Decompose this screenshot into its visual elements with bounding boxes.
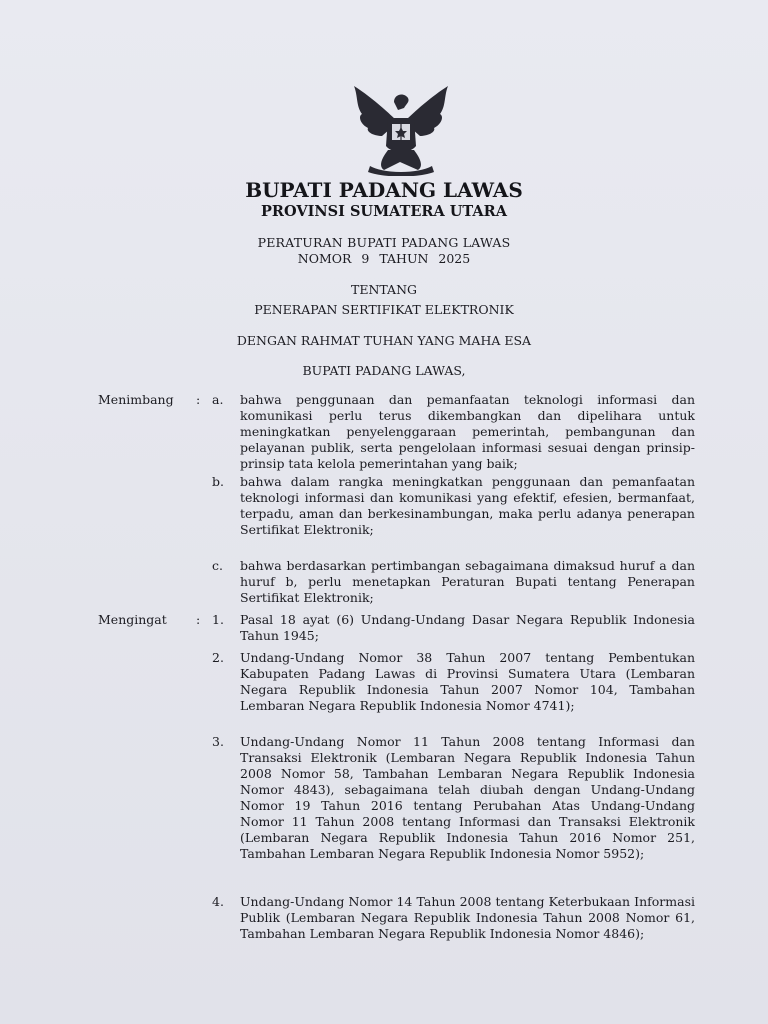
mengingat-item-2 [212, 650, 695, 714]
tentang-heading: TENTANG [350, 282, 417, 297]
menimbang-colon: : [196, 392, 201, 407]
province-name: PROVINSI SUMATERA UTARA [261, 203, 507, 220]
menimbang-item-b [212, 474, 695, 538]
regulation-number [0, 251, 768, 266]
preamble-bupati: BUPATI PADANG LAWAS, [302, 363, 466, 378]
item-marker: 2. [212, 650, 224, 665]
item-text: Undang-Undang Nomor 11 Tahun 2008 tentang Informasi dan Transaksi Elektronik (Lembaran Negara Republik Indonesia Tahun 2008 Nomor 58, Tambahan Lembaran Negara Republik Indonesia Nomor 4843), sebagaimana telah diubah dengan Undang-Undang Nomor 19 Tahun 2016 tentang Perubahan Atas Undang-Undang Nomor 11 Tahun 2008 tentang Informasi dan Transaksi Elektronik (Lembaran Negara Republik Indonesia Tahun 2016 Nomor 251, Tambahan Lembaran Negara Republik Indonesia Nomor 5952); [240, 734, 695, 861]
item-marker: 3. [212, 734, 224, 749]
item-text: bahwa berdasarkan pertimbangan sebagaimana dimaksud huruf a dan huruf b, perlu menetapkan Peraturan Bupati tentang Penerapan Sertifikat Elektronik; [240, 558, 695, 605]
mengingat-item-3 [212, 734, 695, 862]
item-text: bahwa dalam rangka meningkatkan penggunaan dan pemanfaatan teknologi informasi dan komunikasi yang efektif, efesien, bermanfaat, terpadu, aman dan berkesinambungan, maka perlu adanya penerapan Sertifikat Elektronik; [240, 474, 695, 537]
mengingat-item-4 [212, 894, 695, 942]
item-text: Pasal 18 ayat (6) Undang-Undang Dasar Negara Republik Indonesia Tahun 1945; [240, 612, 695, 643]
document-title: BUPATI PADANG LAWAS [245, 178, 523, 202]
mengingat-colon: : [196, 612, 201, 627]
item-marker: 1. [212, 612, 224, 627]
tahun-value: 2025 [438, 251, 471, 266]
item-marker: c. [212, 558, 223, 573]
regulation-subject: PENERAPAN SERTIFIKAT ELEKTRONIK [254, 302, 514, 317]
menimbang-item-a [212, 392, 695, 472]
preamble-rahmat: DENGAN RAHMAT TUHAN YANG MAHA ESA [236, 333, 532, 348]
menimbang-label: Menimbang [98, 392, 174, 407]
item-marker: a. [212, 392, 224, 407]
nomor-label: NOMOR [297, 251, 352, 266]
item-text: Undang-Undang Nomor 14 Tahun 2008 tentang Keterbukaan Informasi Publik (Lembaran Negara Republik Indonesia Tahun 2008 Nomor 61, Tambahan Lembaran Negara Republik Indonesia Nomor 4846); [240, 894, 695, 941]
mengingat-item-1 [212, 612, 695, 644]
nomor-value: 9 [361, 251, 370, 266]
tahun-label: TAHUN [379, 251, 429, 266]
item-text: Undang-Undang Nomor 38 Tahun 2007 tentang Pembentukan Kabupaten Padang Lawas di Provinsi Sumatera Utara (Lembaran Negara Republik Indonesia Tahun 2007 Nomor 104, Tambahan Lembaran Negara Republik Indonesia Nomor 4741); [240, 650, 695, 713]
item-marker: b. [212, 474, 224, 489]
garuda-emblem-icon [348, 82, 454, 176]
item-marker: 4. [212, 894, 224, 909]
regulation-title: PERATURAN BUPATI PADANG LAWAS [257, 235, 511, 250]
mengingat-label: Mengingat [98, 612, 167, 627]
item-text: bahwa penggunaan dan pemanfaatan teknologi informasi dan komunikasi perlu terus dikembangkan dan dipelihara untuk meningkatkan penyelenggaraan pemerintah, pembangunan dan pelayanan publik, serta pengelolaan informasi sesuai dengan prinsip-prinsip tata kelola pemerintahan yang baik; [240, 392, 695, 471]
menimbang-item-c [212, 558, 695, 606]
